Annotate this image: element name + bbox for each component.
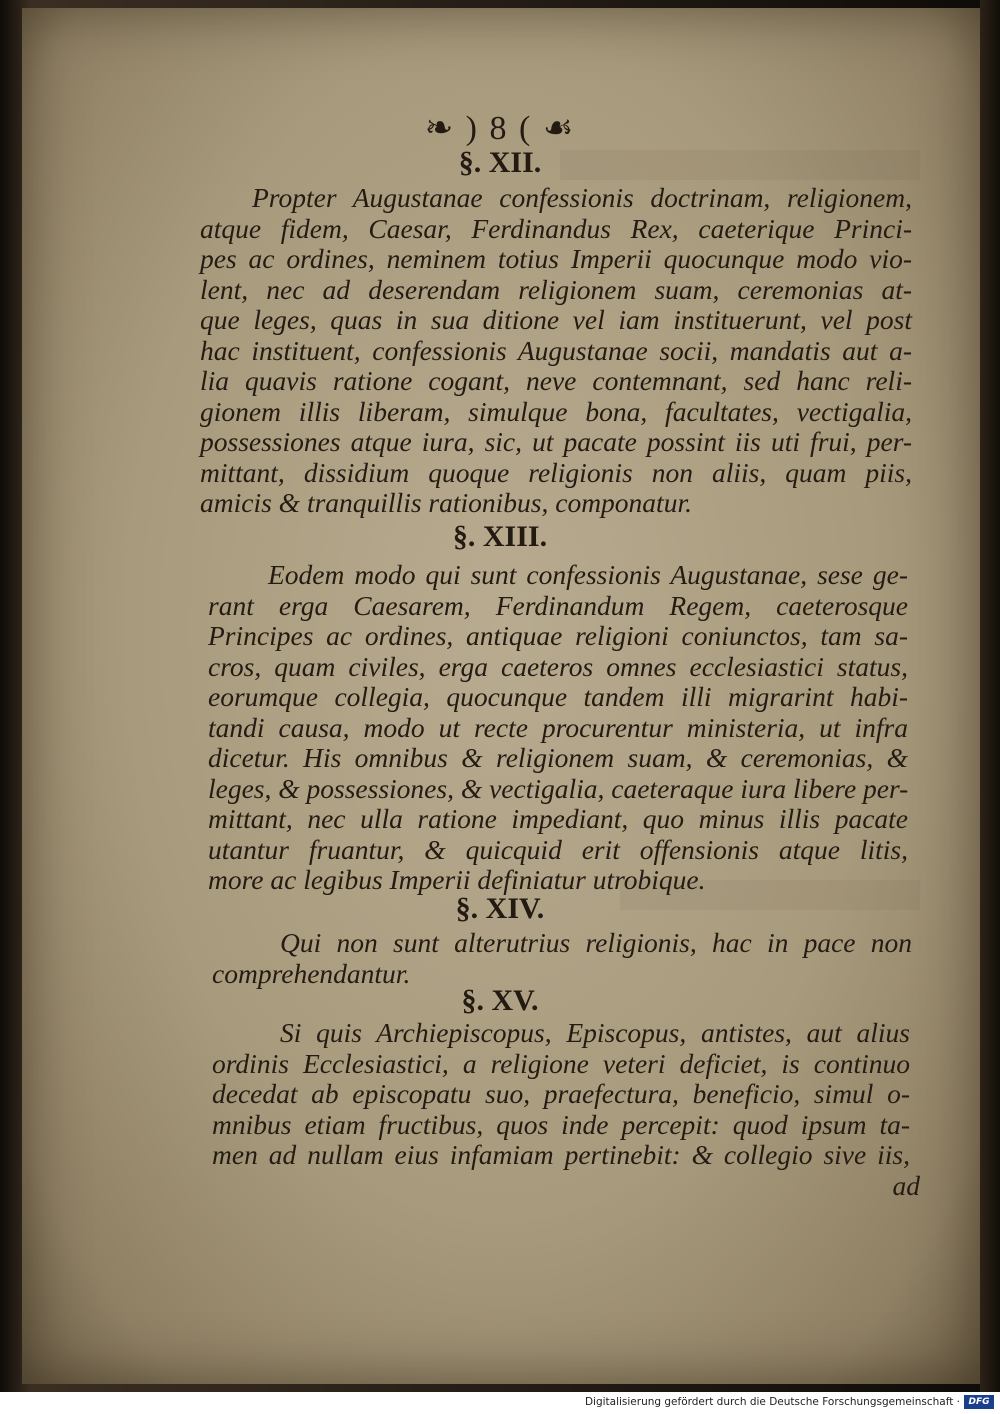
text-line: dicetur. His omnibus & religionem suam, & ceremonias, & [208,742,908,773]
text-line: Si quis Archiepiscopus, Episcopus, antistes, aut alius [280,1017,910,1048]
section-text-xiv [212,928,912,989]
text-line: leges, & possessiones, & vectigalia, caeteraque iura libere per- [208,772,909,804]
section-title-xv: §. XV. [461,984,539,1017]
text-line: Propter Augustanae confessionis doctrinam, religionem, [252,182,912,213]
text-line: Principes ac ordines, antiquae religioni coniunctos, tam sa- [208,620,908,651]
footer-credit: Digitalisierung gefördert durch die Deutsche Forschungsgemeinschaft · [584,1396,960,1408]
text-line: ordinis Ecclesiastici, a religione veteri deficiet, is continuo [212,1047,910,1079]
text-line: gionem illis liberam, simulque bona, facultates, vectigalia, [200,395,912,427]
text-line: atque fidem, Caesar, Ferdinandus Rex, caeterique Princi- [200,212,912,244]
section-title-xii: §. XII. [458,146,542,179]
section-text-xii [200,183,912,519]
text-line: more ac legibus Imperii definiatur utrobique. [208,864,706,895]
section-title-xiv: §. XIV. [455,892,545,925]
text-line: pes ac ordines, neminem totius Imperii quocunque modo vio- [200,243,912,274]
section-title-xiii: §. XIII. [452,520,548,553]
footer-bar [0,1392,1000,1414]
text-line: tandi causa, modo ut recte procurentur ministeria, ut infra [208,711,908,743]
text-line: comprehendantur. [212,957,411,989]
text-line: decedat ab episcopatu suo, praefectura, beneficio, simul o- [212,1078,910,1109]
text-line: Eodem modo qui sunt confessionis Augustanae, sese ge- [268,559,908,590]
page-header: ❧ ) 8 ( ☙ [424,110,576,147]
text-line: rant erga Caesarem, Ferdinandum Regem, caeterosque [208,589,908,621]
text-line: possessiones atque iura, sic, ut pacate possint iis uti frui, per- [200,426,912,457]
text-line: men ad nullam eius infamiam pertinebit: & collegio sive iis, [212,1139,910,1170]
text-line: que leges, quas in sua ditione vel iam instituerunt, vel post [200,304,912,335]
text-line: Qui non sunt alterutrius religionis, hac in pace non [280,927,912,958]
dfg-logo: DFG [964,1395,994,1409]
text-line: lent, nec ad deserendam religionem suam, ceremonias at- [200,273,912,305]
text-line: utantur fruantur, & quicquid erit offensionis atque litis, [208,833,908,865]
page-edge [980,0,1000,1392]
catchword: ad [892,1170,920,1201]
text-line: hac instituent, confessionis Augustanae socii, mandatis aut a- [200,334,912,366]
text-line: eorumque collegia, quocunque tandem illi migrarint habi- [208,681,908,712]
text-line: mnibus etiam fructibus, quos inde percepit: quod ipsum ta- [212,1108,910,1140]
text-line: mittant, dissidium quoque religionis non aliis, quam piis, [200,456,912,488]
text-line: lia quavis ratione cogant, neve contemnant, sed hanc reli- [200,365,912,396]
section-text-xiii [208,560,908,896]
section-text-xv [212,1018,910,1171]
text-line: cros, quam civiles, erga caeteros omnes ecclesiastici status, [208,650,908,682]
text-line: mittant, nec ulla ratione impediant, quo minus illis pacate [208,803,908,834]
text-line: amicis & tranquillis rationibus, componatur. [200,487,692,518]
